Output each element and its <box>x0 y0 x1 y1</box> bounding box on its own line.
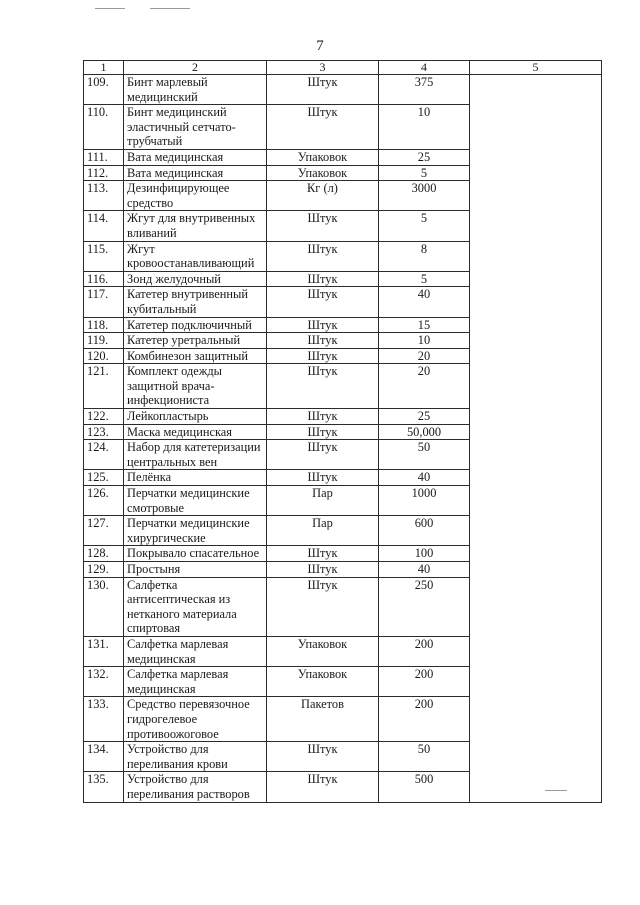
item-quantity: 40 <box>379 287 470 317</box>
row-number: 126. <box>84 486 124 516</box>
item-unit: Штук <box>267 211 379 241</box>
row-number: 130. <box>84 577 124 636</box>
item-unit: Штук <box>267 470 379 486</box>
item-name: Перчатки медицинские смотровые <box>124 486 267 516</box>
item-name: Салфетка марлевая медицинская <box>124 667 267 697</box>
item-name: Салфетка марлевая медицинская <box>124 636 267 666</box>
page-number: 7 <box>316 38 324 54</box>
item-name: Бинт медицинский эластичный сетчато-трубчатый <box>124 105 267 150</box>
item-unit: Штук <box>267 440 379 470</box>
item-name: Салфетка антисептическая из нетканого материала спиртовая <box>124 577 267 636</box>
item-name: Набор для катетеризации центральных вен <box>124 440 267 470</box>
item-quantity: 20 <box>379 364 470 409</box>
row-number: 120. <box>84 348 124 364</box>
item-quantity: 3000 <box>379 181 470 211</box>
item-name: Жгут кровоостанавливающий <box>124 241 267 271</box>
row-number: 123. <box>84 424 124 440</box>
row-number: 113. <box>84 181 124 211</box>
item-unit: Штук <box>267 772 379 802</box>
item-quantity: 200 <box>379 636 470 666</box>
row-number: 116. <box>84 271 124 287</box>
item-unit: Кг (л) <box>267 181 379 211</box>
item-quantity: 5 <box>379 165 470 181</box>
item-quantity: 40 <box>379 470 470 486</box>
row-number: 111. <box>84 149 124 165</box>
column-header-name: 2 <box>124 61 267 75</box>
item-name: Пелёнка <box>124 470 267 486</box>
column-header-quantity: 4 <box>379 61 470 75</box>
row-number: 122. <box>84 409 124 425</box>
item-name: Катетер уретральный <box>124 333 267 349</box>
item-name: Устройство для переливания растворов <box>124 772 267 802</box>
item-name: Бинт марлевый медицинский <box>124 75 267 105</box>
item-quantity: 25 <box>379 149 470 165</box>
item-name: Вата медицинская <box>124 149 267 165</box>
item-quantity: 10 <box>379 333 470 349</box>
item-name: Средство перевязочное гидрогелевое противоожоговое <box>124 697 267 742</box>
item-unit: Штук <box>267 742 379 772</box>
item-unit: Штук <box>267 546 379 562</box>
item-unit: Штук <box>267 364 379 409</box>
item-name: Маска медицинская <box>124 424 267 440</box>
item-name: Дезинфицирующее средство <box>124 181 267 211</box>
row-number: 119. <box>84 333 124 349</box>
item-quantity: 5 <box>379 211 470 241</box>
item-name: Жгут для внутривенных вливаний <box>124 211 267 241</box>
table-row <box>84 75 602 105</box>
item-quantity: 25 <box>379 409 470 425</box>
item-unit: Штук <box>267 317 379 333</box>
item-unit: Штук <box>267 105 379 150</box>
item-quantity: 8 <box>379 241 470 271</box>
row-number: 115. <box>84 241 124 271</box>
column-header-number: 1 <box>84 61 124 75</box>
item-quantity: 20 <box>379 348 470 364</box>
scan-mark <box>95 8 125 9</box>
item-unit: Пар <box>267 486 379 516</box>
item-name: Лейкопластырь <box>124 409 267 425</box>
item-unit: Штук <box>267 241 379 271</box>
item-name: Покрывало спасательное <box>124 546 267 562</box>
supplies-table <box>83 60 602 803</box>
item-unit: Штук <box>267 333 379 349</box>
row-number: 131. <box>84 636 124 666</box>
item-quantity: 1000 <box>379 486 470 516</box>
row-number: 118. <box>84 317 124 333</box>
item-quantity: 40 <box>379 562 470 578</box>
item-quantity: 50,000 <box>379 424 470 440</box>
item-quantity: 5 <box>379 271 470 287</box>
item-name: Комбинезон защитный <box>124 348 267 364</box>
item-quantity: 375 <box>379 75 470 105</box>
row-number: 110. <box>84 105 124 150</box>
item-quantity: 15 <box>379 317 470 333</box>
item-unit: Упаковок <box>267 165 379 181</box>
note-cell <box>470 75 602 803</box>
item-name: Катетер подключичный <box>124 317 267 333</box>
row-number: 133. <box>84 697 124 742</box>
item-unit: Штук <box>267 271 379 287</box>
item-name: Зонд желудочный <box>124 271 267 287</box>
item-unit: Пар <box>267 516 379 546</box>
row-number: 125. <box>84 470 124 486</box>
row-number: 128. <box>84 546 124 562</box>
item-unit: Штук <box>267 577 379 636</box>
row-number: 121. <box>84 364 124 409</box>
column-header-unit: 3 <box>267 61 379 75</box>
item-unit: Штук <box>267 287 379 317</box>
row-number: 112. <box>84 165 124 181</box>
item-quantity: 200 <box>379 667 470 697</box>
row-number: 129. <box>84 562 124 578</box>
item-unit: Упаковок <box>267 149 379 165</box>
item-quantity: 600 <box>379 516 470 546</box>
row-number: 132. <box>84 667 124 697</box>
column-header-note: 5 <box>470 61 602 75</box>
item-unit: Штук <box>267 562 379 578</box>
item-name: Перчатки медицинские хирургические <box>124 516 267 546</box>
item-name: Комплект одежды защитной врача-инфекциониста <box>124 364 267 409</box>
table-header-row <box>84 61 602 75</box>
table-body <box>84 75 602 803</box>
scan-mark <box>545 790 567 791</box>
row-number: 127. <box>84 516 124 546</box>
row-number: 135. <box>84 772 124 802</box>
scan-mark <box>150 8 190 9</box>
item-quantity: 250 <box>379 577 470 636</box>
item-quantity: 500 <box>379 772 470 802</box>
item-quantity: 50 <box>379 440 470 470</box>
item-unit: Упаковок <box>267 667 379 697</box>
row-number: 114. <box>84 211 124 241</box>
row-number: 117. <box>84 287 124 317</box>
item-name: Вата медицинская <box>124 165 267 181</box>
item-unit: Штук <box>267 424 379 440</box>
item-name: Простыня <box>124 562 267 578</box>
item-unit: Штук <box>267 409 379 425</box>
item-unit: Штук <box>267 348 379 364</box>
row-number: 134. <box>84 742 124 772</box>
item-unit: Упаковок <box>267 636 379 666</box>
item-quantity: 100 <box>379 546 470 562</box>
item-quantity: 200 <box>379 697 470 742</box>
row-number: 109. <box>84 75 124 105</box>
item-quantity: 10 <box>379 105 470 150</box>
item-unit: Пакетов <box>267 697 379 742</box>
item-unit: Штук <box>267 75 379 105</box>
row-number: 124. <box>84 440 124 470</box>
item-name: Устройство для переливания крови <box>124 742 267 772</box>
item-quantity: 50 <box>379 742 470 772</box>
item-name: Катетер внутривенный кубитальный <box>124 287 267 317</box>
